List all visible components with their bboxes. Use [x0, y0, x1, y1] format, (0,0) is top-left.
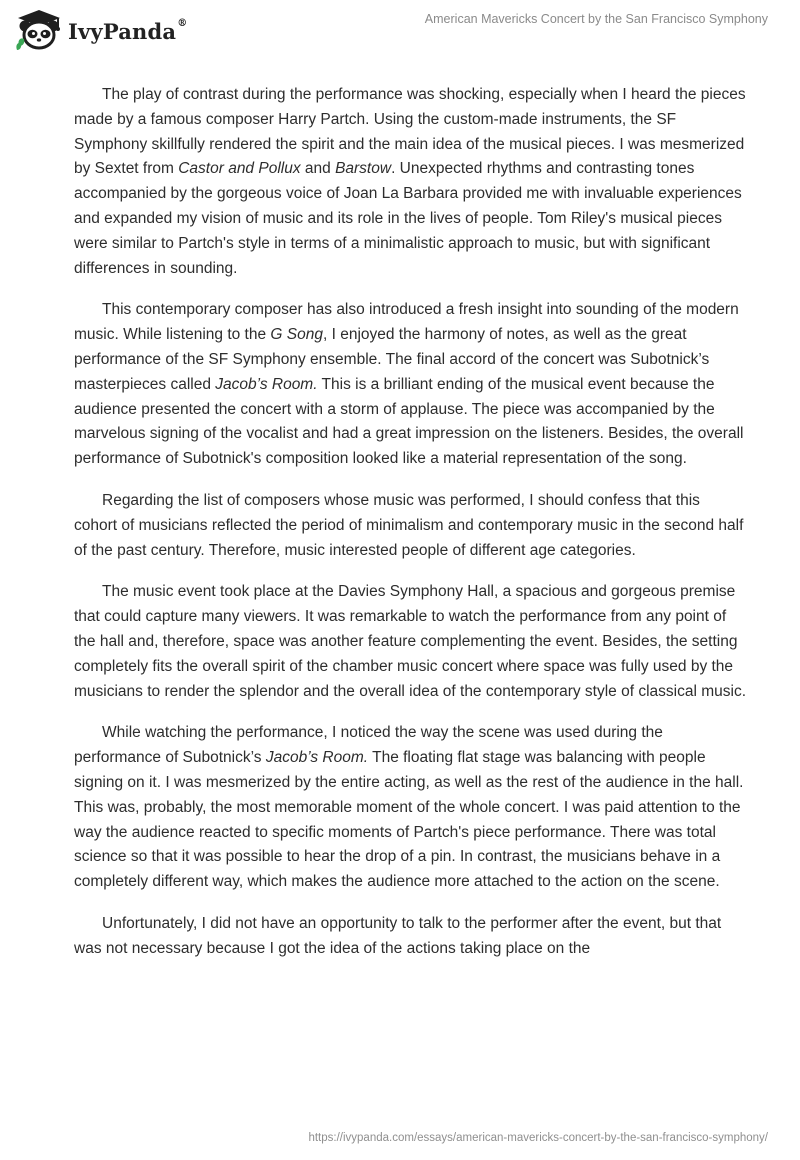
- ivypanda-logo[interactable]: [14, 8, 187, 52]
- paragraph-2: This contemporary composer has also introduced a fresh insight into sounding of the modern music. While listening to the G Song, I enjoyed the harmony of notes, as well as the great performance of the SF Symphony ensemble. The final accord of the concert was Subotnick’s masterpieces called Jacob’s Room. This is a brilliant ending of the musical event because the audience presented the concert with a storm of applause. The piece was accompanied by the marvelous signing of the vocalist and had a great impression on the listeners. Besides, the overall performance of Subotnick's composition looked like a material representation of the song.: [74, 301, 744, 468]
- brand-name: IvyPanda®: [68, 17, 188, 44]
- italic-title: Jacob’s Room.: [215, 375, 318, 393]
- italic-title: Castor and Pollux: [178, 160, 301, 178]
- italic-title: Jacob’s Room.: [265, 749, 369, 767]
- paragraph-1: The play of contrast during the performance was shocking, especially when I heard the pieces made by a famous composer Harry Partch. Using the custom-made instruments, the SF Symphony skillfully rendered the spirit and the main idea of the musical pieces. I was mesmerized by Sextet from Castor and Pollux and Barstow. Unexpected rhythms and contrasting tones accompanied by the gorgeous voice of Joan La Barbara provided me with invaluable experiences and expanded my vision of music and its role in the lives of people. Tom Riley's musical pieces were similar to Partch's style in terms of a minimalistic approach to music, but with significant differences in sounding.: [74, 86, 746, 277]
- essay-body: [74, 83, 746, 979]
- paragraph-6: Unfortunately, I did not have an opportunity to talk to the performer after the event, but that was not necessary because I got the idea of the actions taking place on the: [74, 914, 722, 957]
- document-title: American Mavericks Concert by the San Francisco Symphony: [424, 12, 768, 26]
- paragraph-3: Regarding the list of composers whose music was performed, I should confess that this cohort of musicians reflected the period of minimalism and contemporary music in the second half of the past century. Therefore, music interested people of different age categories.: [74, 491, 744, 559]
- page-header: [0, 0, 800, 60]
- italic-title: Barstow: [335, 160, 392, 178]
- paragraph-5: While watching the performance, I noticed the way the scene was used during the performance of Subotnick’s Jacob’s Room. The floating flat stage was balancing with people signing on it. I was mesmerized by the entire acting, as well as the rest of the audience in the hall. This was, probably, the most memorable moment of the whole concert. I was paid attention to the way the audience reacted to specific moments of Partch's piece performance. There was total science so that it was possible to hear the drop of a pin. In contrast, the musicians behave in a completely different way, which makes the audience more attached to the action on the scene.: [74, 724, 744, 891]
- paragraph-4: The music event took place at the Davies Symphony Hall, a spacious and gorgeous premise that could capture many viewers. It was remarkable to watch the performance from any point of the hall and, therefore, space was another feature complementing the event. Besides, the setting completely fits the overall spirit of the chamber music concert where space was fully used by the musicians to render the splendor and the overall idea of the contemporary style of classical music.: [74, 583, 747, 700]
- italic-title: G Song: [270, 326, 323, 344]
- source-url[interactable]: https://ivypanda.com/essays/american-mavericks-concert-by-the-san-francisco-symphony/: [308, 1132, 768, 1144]
- panda-graduate-icon: [14, 8, 64, 52]
